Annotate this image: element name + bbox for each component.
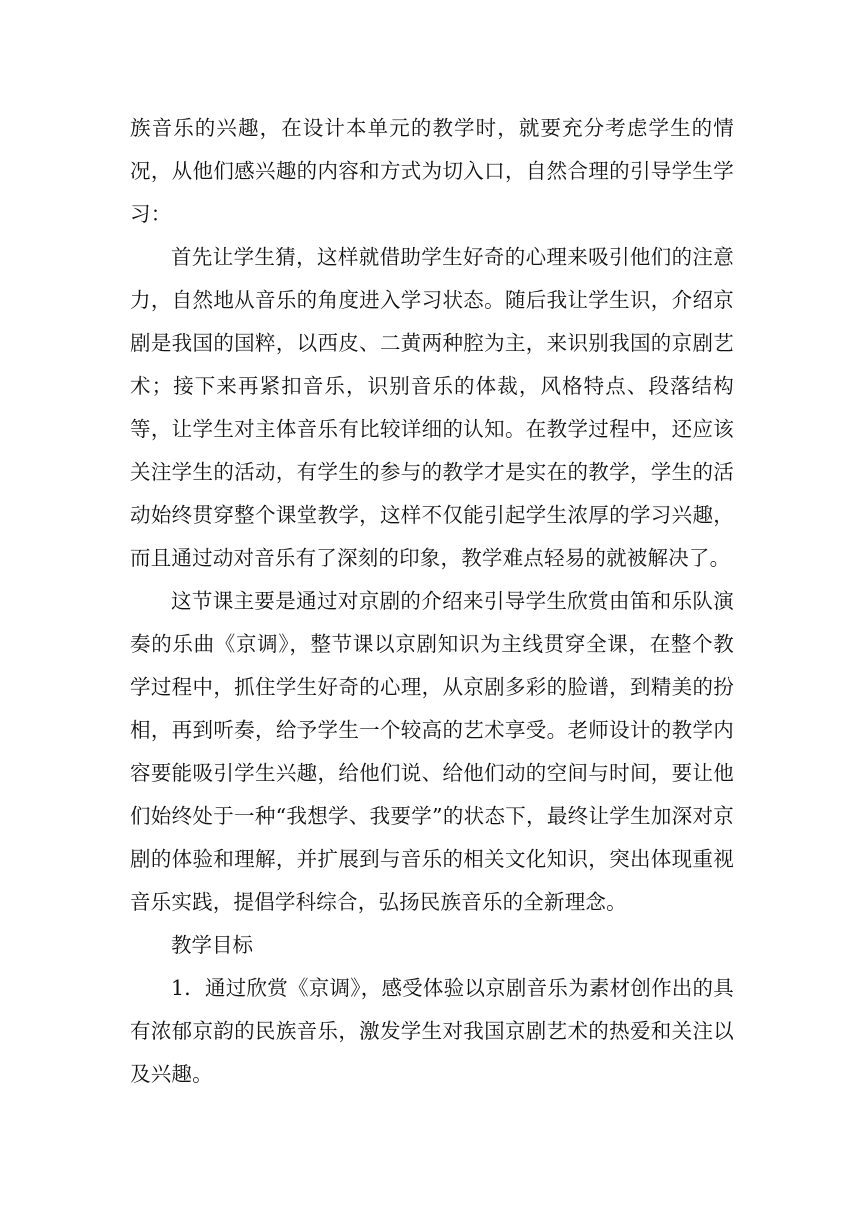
section-heading-teaching-objectives: 教学目标 (171, 933, 253, 957)
paragraph-intro-continuation: 族音乐的兴趣，在设计本单元的教学时，就要充分考虑学生的情况，从他们感兴趣的内容和方式为切入口，自然合理的引导学生学习： (130, 116, 734, 226)
paragraph-teaching-method: 首先让学生猜，这样就借助学生好奇的心理来吸引他们的注意力，自然地从音乐的角度进入学习状态。随后我让学生识，介绍京剧是我国的国粹，以西皮、二黄两种腔为主，来识别我国的京剧艺术；接下来再紧扣音乐，识别音乐的体裁，风格特点、段落结构等，让学生对主体音乐有比较详细的认知。在教学过程中，还应该关注学生的活动，有学生的参与的教学才是实在的教学，学生的活动始终贯穿整个课堂教学，这样不仅能引起学生浓厚的学习兴趣，而且通过动对音乐有了深刻的印象，教学难点轻易的就被解决了。 (130, 245, 734, 570)
paragraph-lesson-summary: 这节课主要是通过对京剧的介绍来引导学生欣赏由笛和乐队演奏的乐曲《京调》，整节课以京剧知识为主线贯穿全课，在整个教学过程中，抓住学生好奇的心理，从京剧多彩的脸谱，到精美的扮相，再到听奏，给予学生一个较高的艺术享受。老师设计的教学内容要能吸引学生兴趣，给他们说、给他们动的空间与时间，要让他们始终处于一种“我想学、我要学”的状态下，最终让学生加深对京剧的体验和理解，并扩展到与音乐的相关文化知识，突出体现重视音乐实践，提倡学科综合，弘扬民族音乐的全新理念。 (130, 589, 734, 914)
objective-item-1: 1．通过欣赏《京调》，感受体验以京剧音乐为素材创作出的具有浓郁京韵的民族音乐，激发学生对我国京剧艺术的热爱和关注以及兴趣。 (130, 976, 734, 1086)
document-body (130, 107, 734, 1096)
